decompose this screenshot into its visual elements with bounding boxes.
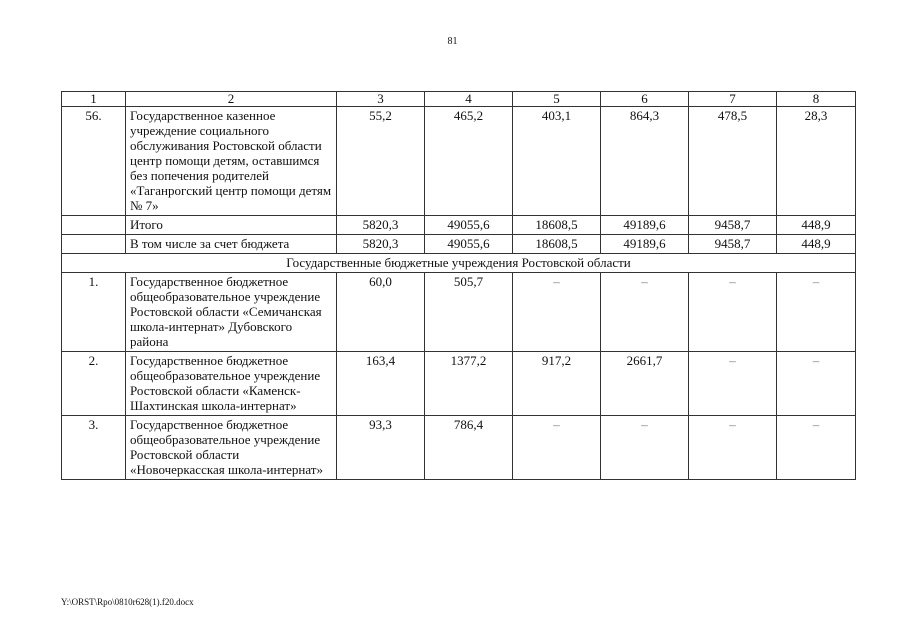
- institution-name: Государственное казенное учреждение социального обслуживания Ростовской области центр помощи детям, оставшимся без попечения родителей «Таганрогский центр помощи детям № 7»: [126, 107, 337, 216]
- value-cell: 163,4: [337, 352, 425, 416]
- value-cell: 49055,6: [425, 216, 513, 235]
- value-cell: 448,9: [777, 216, 856, 235]
- table-row: [62, 235, 856, 254]
- value-cell: –: [777, 273, 856, 352]
- value-cell: 5820,3: [337, 235, 425, 254]
- value-cell: 465,2: [425, 107, 513, 216]
- row-number: [62, 235, 126, 254]
- institution-name: Итого: [126, 216, 337, 235]
- value-cell: 786,4: [425, 416, 513, 480]
- value-cell: 403,1: [513, 107, 601, 216]
- value-cell: –: [689, 416, 777, 480]
- value-cell: 49189,6: [601, 235, 689, 254]
- value-cell: 18608,5: [513, 216, 601, 235]
- page-number: 81: [447, 36, 458, 47]
- section-title: Государственные бюджетные учреждения Ростовской области: [62, 254, 856, 273]
- column-header: 8: [777, 92, 856, 107]
- row-number: 2.: [62, 352, 126, 416]
- institution-name: В том числе за счет бюджета: [126, 235, 337, 254]
- row-number: [62, 216, 126, 235]
- column-header: 4: [425, 92, 513, 107]
- column-header: 2: [126, 92, 337, 107]
- value-cell: 2661,7: [601, 352, 689, 416]
- value-cell: –: [513, 416, 601, 480]
- header-row: [62, 92, 856, 107]
- row-number: 1.: [62, 273, 126, 352]
- institution-name: Государственное бюджетное общеобразовательное учреждение Ростовской области «Каменск-Шахтинская школа-интернат»: [126, 352, 337, 416]
- column-header: 5: [513, 92, 601, 107]
- value-cell: 9458,7: [689, 235, 777, 254]
- value-cell: 18608,5: [513, 235, 601, 254]
- value-cell: 9458,7: [689, 216, 777, 235]
- value-cell: 28,3: [777, 107, 856, 216]
- table-row: [62, 416, 856, 480]
- value-cell: 49189,6: [601, 216, 689, 235]
- value-cell: –: [777, 352, 856, 416]
- row-number: 56.: [62, 107, 126, 216]
- value-cell: 478,5: [689, 107, 777, 216]
- value-cell: 93,3: [337, 416, 425, 480]
- row-number: 3.: [62, 416, 126, 480]
- value-cell: 917,2: [513, 352, 601, 416]
- value-cell: –: [513, 273, 601, 352]
- institution-name: Государственное бюджетное общеобразовательное учреждение Ростовской области «Новочеркасская школа-интернат»: [126, 416, 337, 480]
- data-table: [61, 91, 856, 480]
- institution-name: Государственное бюджетное общеобразовательное учреждение Ростовской области «Семичанская школа-интернат» Дубовского района: [126, 273, 337, 352]
- table-row: [62, 216, 856, 235]
- value-cell: 55,2: [337, 107, 425, 216]
- column-header: 7: [689, 92, 777, 107]
- table-row: [62, 107, 856, 216]
- value-cell: 60,0: [337, 273, 425, 352]
- value-cell: –: [689, 352, 777, 416]
- table-row: [62, 273, 856, 352]
- value-cell: –: [601, 273, 689, 352]
- table-row: [62, 352, 856, 416]
- value-cell: 5820,3: [337, 216, 425, 235]
- value-cell: 49055,6: [425, 235, 513, 254]
- value-cell: –: [601, 416, 689, 480]
- value-cell: –: [777, 416, 856, 480]
- value-cell: –: [689, 273, 777, 352]
- column-header: 1: [62, 92, 126, 107]
- value-cell: 1377,2: [425, 352, 513, 416]
- section-row: [62, 254, 856, 273]
- value-cell: 448,9: [777, 235, 856, 254]
- column-header: 6: [601, 92, 689, 107]
- value-cell: 505,7: [425, 273, 513, 352]
- value-cell: 864,3: [601, 107, 689, 216]
- column-header: 3: [337, 92, 425, 107]
- file-path-footer: Y:\ORST\Rpo\0810r628(1).f20.docx: [61, 597, 194, 607]
